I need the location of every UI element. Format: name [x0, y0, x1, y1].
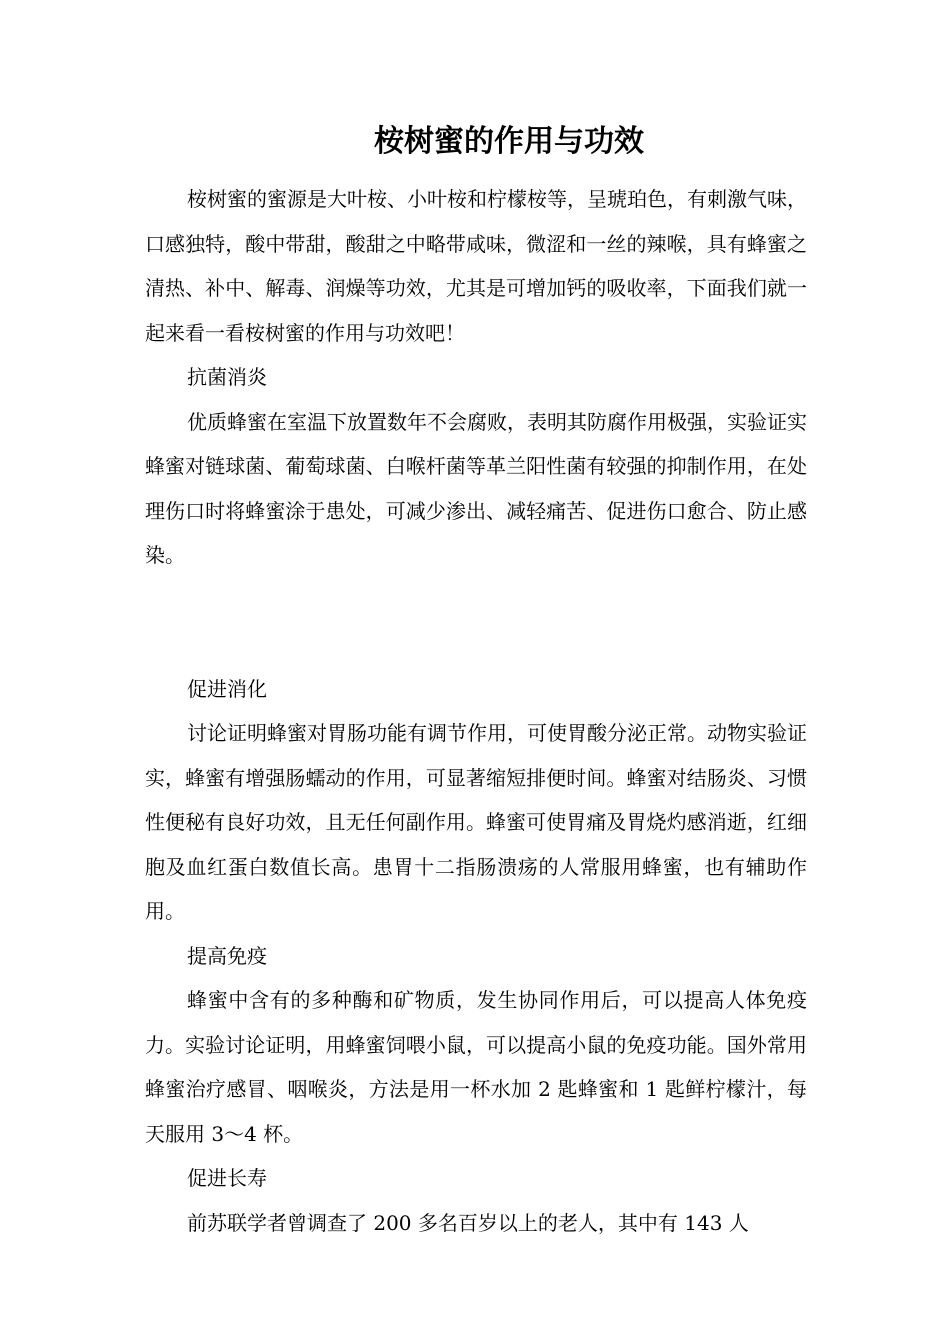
section-heading-digestion: 促进消化	[187, 676, 267, 701]
blank-line	[145, 578, 807, 623]
section-text-antibacterial: 优质蜂蜜在室温下放置数年不会腐败，表明其防腐作用极强，实验证实蜂蜜对链球菌、葡萄球菌、白喉杆菌等革兰阳性菌有较强的抑制作用，在处理伤口时将蜂蜜涂于患处，可减少渗出、减轻痛苦、促进伤口愈合、防止感染。	[145, 409, 807, 567]
section-text-digestion: 讨论证明蜂蜜对胃肠功能有调节作用，可使胃酸分泌正常。动物实验证实，蜂蜜有增强肠蠕动的作用，可显著缩短排便时间。蜂蜜对结肠炎、习惯性便秘有良好功效，且无任何副作用。蜂蜜可使胃痛及胃烧灼感消逝，红细胞及血红蛋白数值长高。患胃十二指肠溃疡的人常服用蜂蜜，也有辅助作用。	[145, 721, 807, 923]
blank-line	[145, 622, 807, 667]
document-title: 桉树蜜的作用与功效	[374, 124, 644, 159]
section-text-longevity: 前苏联学者曾调查了 200 多名百岁以上的老人，其中有 143 人	[187, 1210, 749, 1235]
section-heading-longevity: 促进长寿	[187, 1166, 267, 1190]
intro-paragraph: 桉树蜜的蜜源是大叶桉、小叶桉和柠檬桉等，呈琥珀色，有刺激气味，口感独特，酸中带甜，酸甜之中略带咸味，微涩和一丝的辣喉，具有蜂蜜之清热、补中、解毒、润燥等功效，尤其是可增加钙的吸收率，下面我们就一起来看一看桉树蜜的作用与功效吧！	[145, 187, 807, 345]
section-heading-antibacterial: 抗菌消炎	[187, 365, 267, 389]
section-heading-immunity: 提高免疫	[187, 943, 267, 968]
section-text-immunity: 蜂蜜中含有的多种酶和矿物质，发生协同作用后，可以提高人体免疫力。实验讨论证明，用蜂蜜饲喂小鼠，可以提高小鼠的免疫功能。国外常用蜂蜜治疗感冒、咽喉炎，方法是用一杯水加 2 匙蜂蜜和 1 匙鲜柠檬汁，每天服用 3～4 杯。	[145, 988, 807, 1146]
document-body	[145, 177, 807, 1245]
